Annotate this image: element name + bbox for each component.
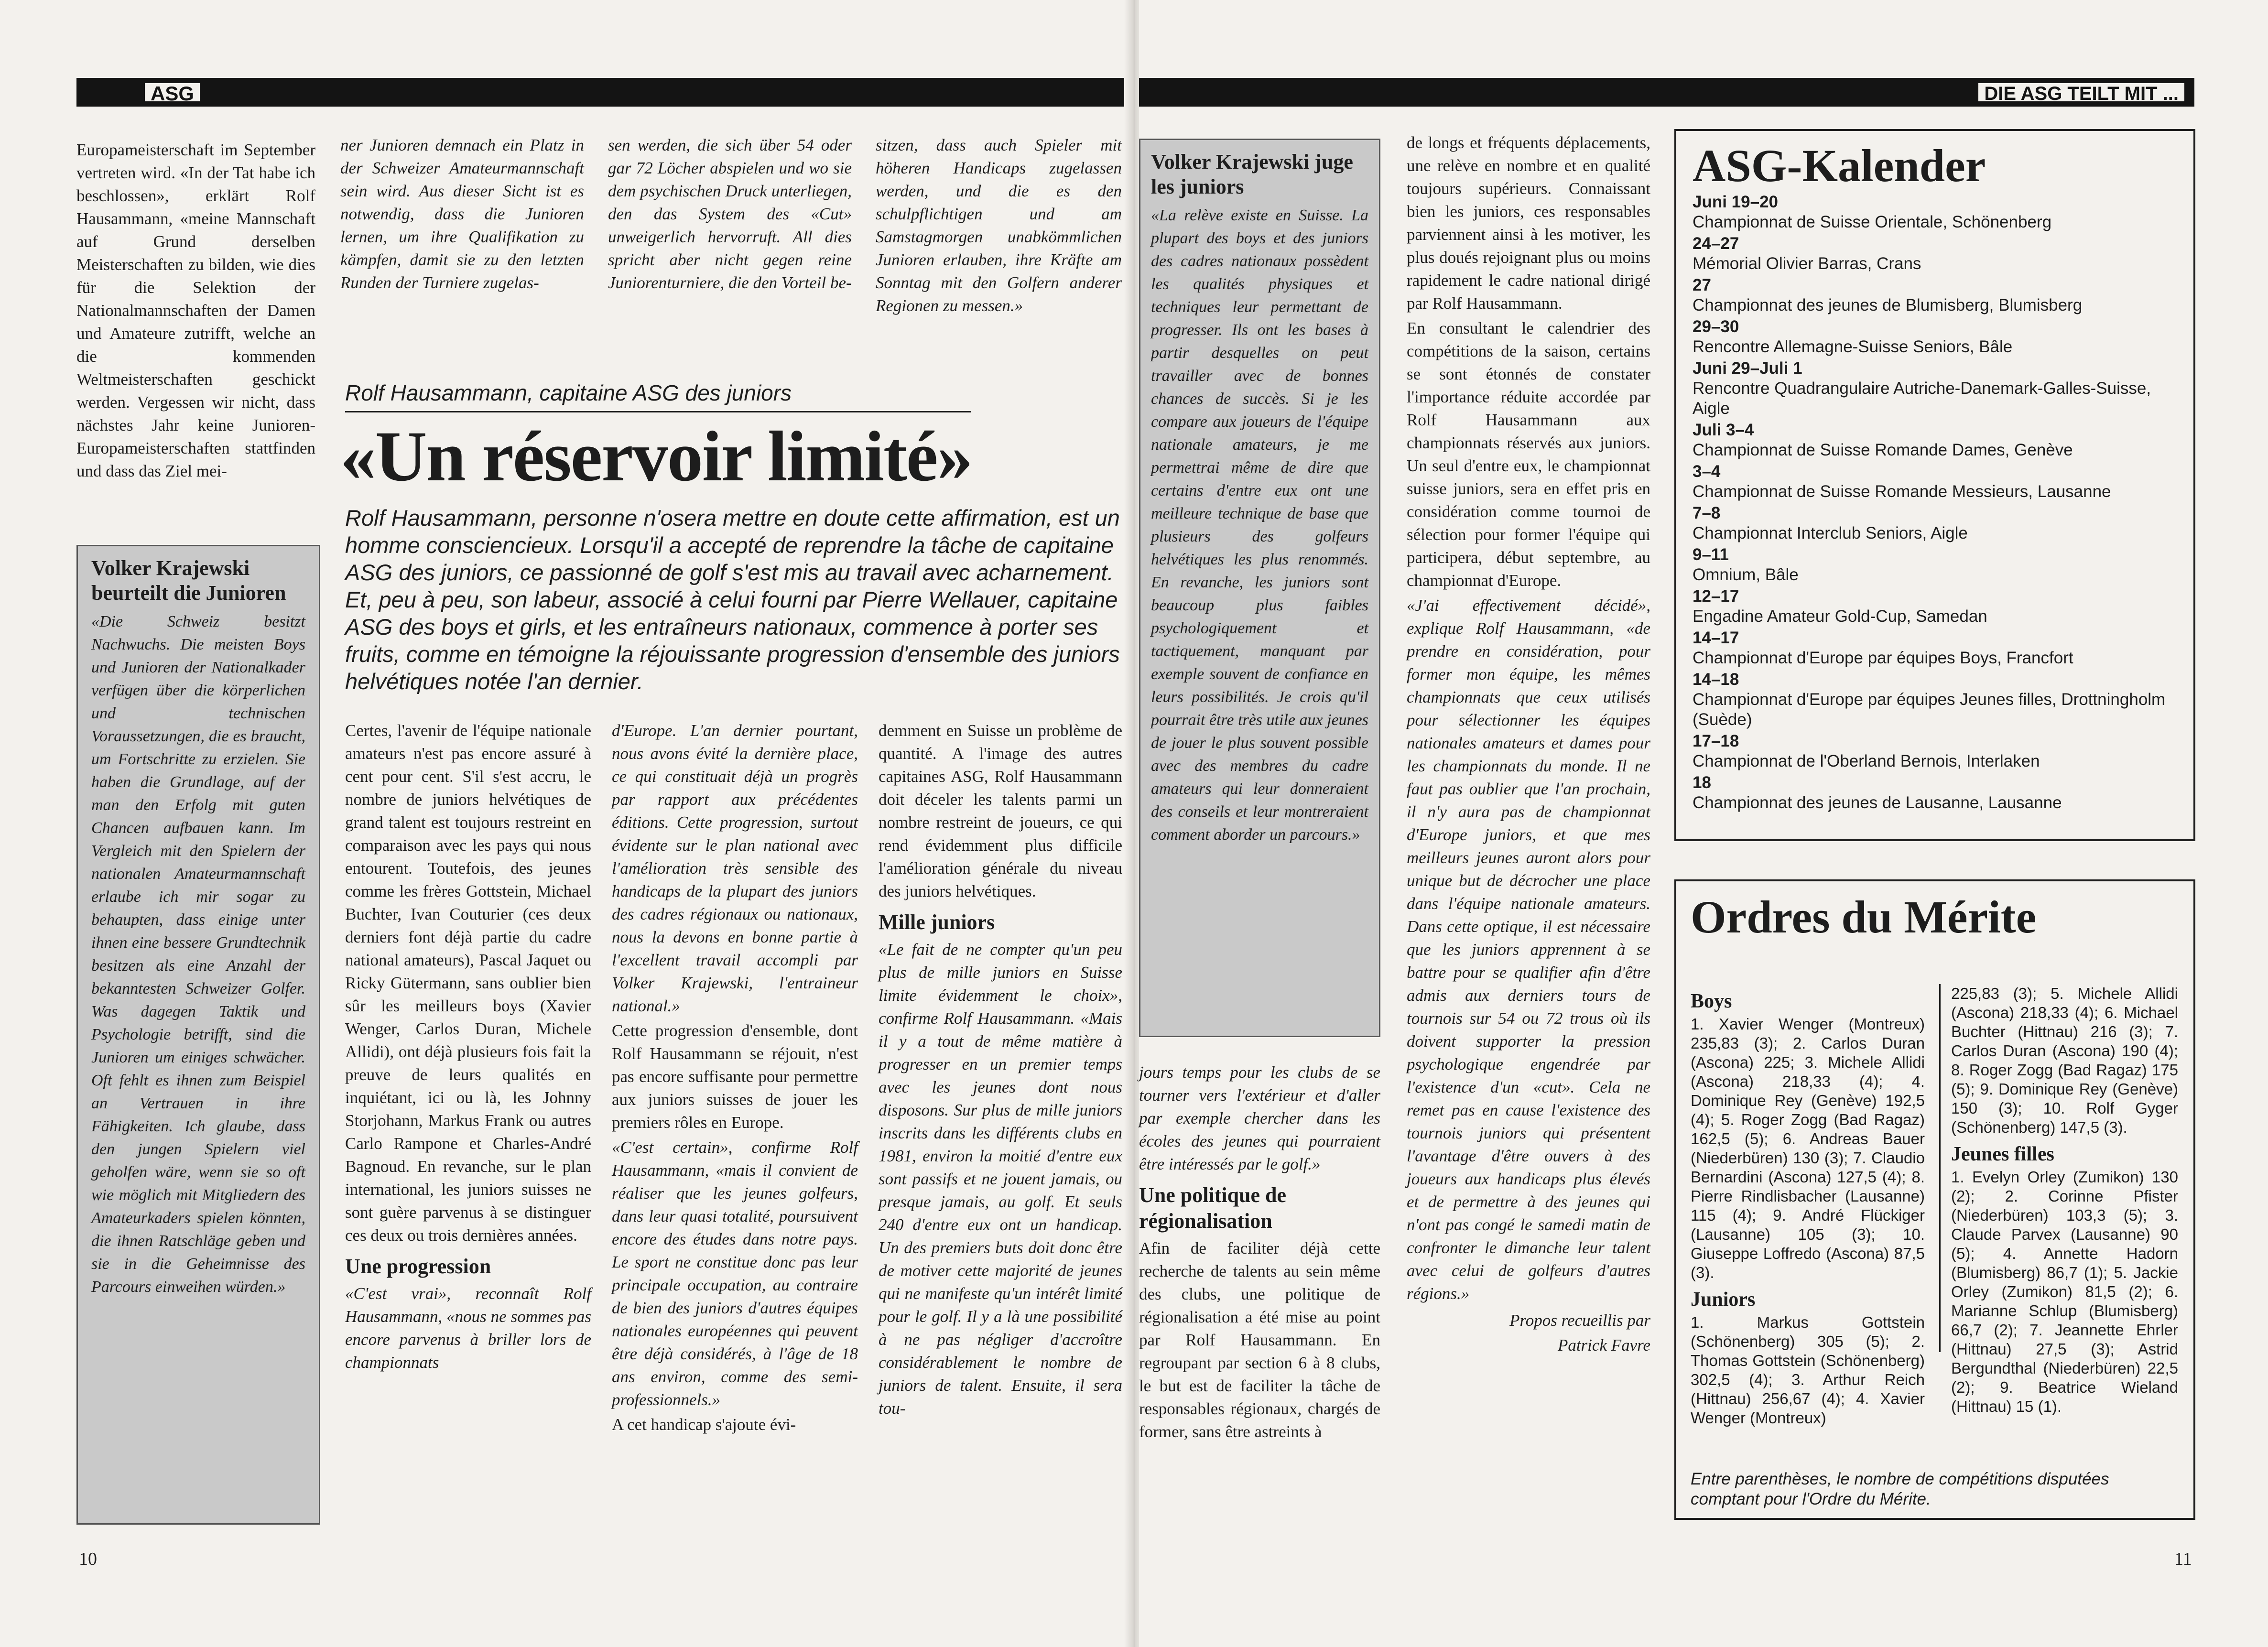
page-number-left: 10 xyxy=(79,1549,97,1569)
left-header-bar xyxy=(76,78,1124,107)
calendar-event: Championnat Interclub Seniors, Aigle xyxy=(1693,524,1968,542)
calendar-date: Juni 19–20 xyxy=(1693,193,1778,211)
subhead-regionalisation: Une politique de régionalisation xyxy=(1139,1183,1287,1233)
french-col-5: de longs et fréquents déplacements, une relève en nombre et en qualité toujours supérieurs. Connaissant bien les juniors, ces responsables parviennent ainsi à les motiver, les plus doués rejoignant plus ou moins rapidement le cadre national dirigé par Rolf Hausammann. En consultant le calendrier des compétitions de la saison, certains se sont étonnés de constater l'importance réduite accordée par Rolf Hausammann aux championnats réservés aux juniors. Un seul d'entre eux, le championnat suisse juniors, sera en effet pris en considération comme tournoi de sélection pour former l'équipe qui participera, début septembre, au championnat d'Europe. «J'ai effectivement décidé», explique Rolf Hausammann, «de prendre en considération, pour former mon équipe, les mêmes championnats que ceux utilisés pour sélectionner les équipes nationales amateurs et dames pour les championnats du monde. Il ne faut pas oublier que l'an prochain, il n'y aura pas de championnat d'Europe juniors, et que mes meilleurs jeunes auront alors pour unique but de décrocher une place dans l'équipe nationale amateurs. Dans cette optique, il est nécessaire que les juniors apprennent à se battre pour se qualifier afin d'être admis aux derniers tours de tournois sur 54 ou 72 trous où ils doivent supporter la pression psychologique engendrée par l'existence d'un «cut». Cela ne remet pas en cause l'existence des tournois juniors qui présentent l'avantage d'être ouvers à des joueurs aux handicaps plus élevés et de permettre à des jeunes qui n'ont pas congé le samedi matin de confronter le dimanche leur talent avec celui de golfeurs d'autres régions.» Propos recueillis par Patrick Favre xyxy=(1407,131,1650,1359)
calendar-date: 9–11 xyxy=(1693,545,1729,564)
calendar-event: Rencontre Allemagne-Suisse Seniors, Bâle xyxy=(1693,337,2013,356)
asg-logo: ASG xyxy=(143,82,201,103)
calendar-date: 12–17 xyxy=(1693,587,1739,606)
calendar-event: Championnat d'Europe par équipes Jeunes filles, Drottningholm (Suède) xyxy=(1693,690,2166,729)
calendar-event: Omnium, Bâle xyxy=(1693,565,1799,584)
french-col-2: d'Europe. L'an dernier pourtant, nous avons évité la dernière place, ce qui constituait déjà un progrès par rapport aux précédentes éditions. Cette progression, surtout évidente sur le plan national avec l'amélioration très sensible des handicaps de la plupart des juniors des cadres régionaux ou nationaux, nous la devons en bonne partie à l'excellent travail accompli par Volker Krajewski, l'entraineur national.» Cette progression d'ensemble, dont Rolf Hausammann se réjouit, n'est pas encore suffisante pour permettre aux juniors suisses de jouer les premiers rôles en Europe. «C'est certain», confirme Rolf Hausammann, «mais il convient de réaliser que les jeunes golfeurs, dans leur quasi totalité, poursuivent encore des études dans notre pays. Le sport ne constitue donc pas leur principale occupation, au contraire de bien des juniors d'autres équipes nationales européennes qui peuvent être déjà considérés, à l'âge de 18 ans environ, comme des semi-professionnels.» A cet handicap s'ajoute évi- xyxy=(612,721,858,1434)
byline-1: Propos recueillis par xyxy=(1509,1311,1650,1330)
calendar-date: 7–8 xyxy=(1693,504,1721,522)
left-page xyxy=(0,0,1129,1647)
right-page xyxy=(1139,0,2268,1647)
calendar-date: 14–18 xyxy=(1693,670,1739,689)
sidebar-fr-box xyxy=(1139,139,1380,1037)
kicker-rule xyxy=(345,411,971,412)
section-label: DIE ASG TEILT MIT ... xyxy=(1977,82,2186,103)
sidebar-de-title: Volker Krajewski beurteilt die Junioren xyxy=(91,556,286,605)
calendar-event: Championnat de Suisse Romande Dames, Genève xyxy=(1693,441,2073,459)
german-col-1: Europameisterschaft im September vertreten wird. «In der Tat habe ich beschlossen», erklärt Rolf Hausammann, «meine Mannschaft auf Grund derselben Meisterschaften zu bilden, wie dies für die Selektion der Nationalmannschaften der Damen und Amateure zutrifft, welche an die kommenden Weltmeisterschaften geschickt werden. Vergessen wir nicht, dass nächstes Jahr keine Junioren-Europameisterschaften stattfinden und dass das Ziel mei- xyxy=(76,141,315,480)
calendar-date: 14–17 xyxy=(1693,628,1739,647)
calendar-event: Championnat des jeunes de Blumisberg, Blumisberg xyxy=(1693,296,2083,314)
calendar-event: Championnat de Suisse Orientale, Schönenberg xyxy=(1693,213,2052,231)
french-col-3: demment en Suisse un problème de quantité. A l'image des autres capitaines ASG, Rolf Hausammann doit déceler les talents parmi un nombre restreint de joueurs, ce qui rend évidemment plus difficile l'amélioration générale du niveau des juniors helvétiques. Mille juniors «Le fait de ne compter qu'un peu plus de mille juniors en Suisse limite évidemment le choix», confirme Rolf Hausammann. «Mais il y a tout de même matière à progresser en un premier temps avec les jeunes dont nous disposons. Sur plus de mille juniors inscrits dans les différents clubs en 1981, environ la moitié d'entre eux sont passifs et ne jouent jamais, ou presque jamais, au golf. Et seuls 240 d'entre eux ont un handicap. Un des premiers buts doit donc être de motiver cette majorité de jeunes qui ne manifeste qu'un intérêt limité pour le golf. Il y a là une possibilité à ne pas négliger d'accroître considérablement le nombre de juniors de talent. Ensuite, il sera tou- xyxy=(879,721,1122,1418)
german-col-2: ner Junioren demnach ein Platz in der Schweizer Amateurmannschaft sein wird. Aus dieser Sicht ist es notwendig, dass die Junioren lernen, um ihre Qualifikation zu kämpfen, damit sie zu den letzten Runden der Turniere zugelas- xyxy=(340,136,584,292)
french-col-1: Certes, l'avenir de l'équipe nationale amateurs n'est pas encore assuré à cent pour cent. S'il s'est accru, le nombre de juniors helvétiques de grand talent est toujours restreint en comparaison avec les pays qui nous entourent. Toutefois, des jeunes comme les frères Gottstein, Michael Buchter, Ivan Couturier (ces deux derniers font déjà partie du cadre national amateurs), Pascal Jaquet ou Ricky Gütermann, sans oublier bien sûr les meilleurs boys (Xavier Wenger, Carlos Duran, Michele Allidi), ont déjà plusieurs fois fait la preuve de leurs qualités en inquiétant, ici ou là, les Johnny Storjohann, Markus Frank ou autres Carlo Rampone et Charles-André Bagnoud. En revanche, sur le plan international, les juniors suisses ne sont guère parvenus à se distinguer ces deux ou trois dernières années. Une progression «C'est vrai», reconnaît Rolf Hausammann, «nous ne sommes pas encore parvenus à briller lors de championnats xyxy=(345,721,591,1372)
page-number-right: 11 xyxy=(2174,1549,2192,1569)
merit-boys-heading: Boys xyxy=(1691,990,1732,1012)
calendar-date: Juni 29–Juli 1 xyxy=(1693,359,1802,378)
sidebar-fr-title: Volker Krajewski juge les juniors xyxy=(1151,150,1353,198)
article-headline: «Un réservoir limité» xyxy=(340,417,972,496)
subhead-mille-juniors: Mille juniors xyxy=(879,910,995,934)
merit-title: Ordres du Mérite xyxy=(1691,891,2037,943)
merit-girls-list: 1. Evelyn Orley (Zumikon) 130 (2); 2. Corinne Pfister (Niederbüren) 103,3 (5); 3. Claude Parvex (Lausanne) 90 (5); 4. Annette Hadorn (Blumisberg) 86,7 (1); 5. Jackie Orley (Zumikon) 81,5 (2); 6. Marianne Schlup (Blumisberg) 66,7 (2); 7. Jeannette Ehrler (Hittnau) 27,5 (3); Astrid Bergundthal (Niederbüren) 22,5 (2); 9. Beatrice Wieland (Hittnau) 15 (1). xyxy=(1951,1168,2178,1415)
calendar-date: Juli 3–4 xyxy=(1693,421,1754,439)
merit-juniors-list: 1. Markus Gottstein (Schönenberg) 305 (5); 2. Thomas Gottstein (Schönenberg) 302,5 (4); 3. Arthur Reich (Hittnau) 256,67 (4); 4. Xavier Wenger (Montreux) xyxy=(1691,1313,1925,1427)
calendar-event: Championnat des jeunes de Lausanne, Lausanne xyxy=(1693,793,2062,812)
calendar-box xyxy=(1674,129,2195,841)
german-col-3: sen werden, die sich über 54 oder gar 72 Löcher abspielen und wo sie dem psychischen Druck unterliegen, den das System des «Cut» unweigerlich hervorruft. All dies spricht aber nicht gegen reine Juniorenturniere, die den Vorteil be- xyxy=(608,136,852,292)
merit-col-right xyxy=(1939,984,2178,1415)
sidebar-de-box xyxy=(76,545,320,1525)
byline-2: Patrick Favre xyxy=(1557,1336,1650,1354)
sidebar-fr-text: «La relève existe en Suisse. La plupart des boys et des juniors des cadres nationaux possèdent les qualités physiques et techniques leur permettant de progresser. Ils ont les bases à partir desquelles on peut travailler avec de bonnes chances de succès. Si je les compare aux joueurs de l'équipe nationale amateurs, je me permettrai même de dire que certains d'entre eux ont une meilleure technique de base que plusieurs des golfeurs helvétiques les plus renommés. En revanche, les juniors sont beaucoup plus faibles psychologiquement et tactiquement, manquant par exemple souvent de confiance en leurs possibilités. Je crois qu'il pourrait être très utile aux jeunes de jouer le plus souvent possible avec des membres du cadre amateurs qui leur donneraient des conseils et leur montreraient comment aborder un parcours.» xyxy=(1151,206,1368,844)
article-lead: Rolf Hausammann, personne n'osera mettre en doute cette affirmation, est un homme consciencieux. Lorsqu'il a accepté de reprendre la tâche de capitaine ASG des juniors, ce passionné de golf s'est mis au travail avec acharnement. Et, peu à peu, son labeur, associé à celui fourni par Pierre Wellauer, capitaine ASG des boys et girls, et les entraîneurs nationaux, commence à porter ses fruits, comme en témoigne la réjouissante progression d'ensemble des juniors helvétiques notée l'an dernier. xyxy=(345,505,1120,694)
article-kicker: Rolf Hausammann, capitaine ASG des juniors xyxy=(345,380,792,405)
calendar-event: Mémorial Olivier Barras, Crans xyxy=(1693,254,1921,273)
calendar-event: Championnat d'Europe par équipes Boys, Francfort xyxy=(1693,649,2073,667)
merit-footnote: Entre parenthèses, le nombre de compétitions disputées comptant pour l'Ordre du Mérite. xyxy=(1691,1470,2109,1508)
calendar-event: Championnat de Suisse Romande Messieurs, Lausanne xyxy=(1693,482,2111,501)
french-col-4: jours temps pour les clubs de se tourner vers l'extérieur et d'aller par exemple chercher dans les écoles des jeunes qui pourraient être intéressés par le golf.» Une politique de régionalisation Afin de faciliter déjà cette recherche de talents au sein même des clubs, une politique de régionalisation a été mise au point par Rolf Hausammann. En regroupant par section 6 à 8 clubs, le but est de faciliter la tâche de responsables régionaux, chargés de former, sans être astreints à xyxy=(1139,1063,1380,1441)
merit-juniors-continued: 225,83 (3); 5. Michele Allidi (Ascona) 218,33 (4); 6. Michael Buchter (Hittnau) 216 (3); 7. Carlos Duran (Ascona) 190 (4); 8. Roger Zogg (Bad Ragaz) 175 (5); 9. Dominique Rey (Genève) 150 (3); 10. Rolf Gyger (Schönenberg) 147,5 (3). xyxy=(1951,985,2178,1136)
calendar-date: 17–18 xyxy=(1693,732,1739,750)
subhead-progression: Une progression xyxy=(345,1255,491,1278)
merit-juniors-heading: Juniors xyxy=(1691,1289,1756,1311)
calendar-date: 3–4 xyxy=(1693,462,1721,481)
merit-girls-heading: Jeunes filles xyxy=(1951,1143,2054,1165)
right-header-bar xyxy=(1139,78,2194,107)
calendar-event: Rencontre Quadrangulaire Autriche-Danemark-Galles-Suisse, Aigle xyxy=(1693,379,2151,418)
merit-box xyxy=(1674,879,2195,1520)
calendar-event: Engadine Amateur Gold-Cup, Samedan xyxy=(1693,607,1987,626)
merit-col-left xyxy=(1691,984,1925,1428)
calendar-date: 29–30 xyxy=(1693,317,1739,336)
calendar-title: ASG-Kalender xyxy=(1693,140,1986,191)
calendar-date: 27 xyxy=(1693,276,1711,294)
calendar-event: Championnat de l'Oberland Bernois, Interlaken xyxy=(1693,752,2040,770)
merit-boys-list: 1. Xavier Wenger (Montreux) 235,83 (3); 2. Carlos Duran (Ascona) 225; 3. Michele Allidi (Ascona) 218,33 (4); 4. Dominique Rey (Genève) 192,5 (4); 5. Roger Zogg (Bad Ragaz) 162,5 (5); 6. Andreas Bauer (Niederbüren) 130 (3); 7. Claudio Bernardini (Ascona) 127,5 (4); 8. Pierre Rindlisbacher (Lausanne) 115 (4); 9. André Flückiger (Lausanne) 105 (3); 10. Giuseppe Loffredo (Ascona) 87,5 (3). xyxy=(1691,1015,1925,1281)
calendar-date: 24–27 xyxy=(1693,234,1739,253)
calendar-date: 18 xyxy=(1693,773,1711,792)
sidebar-de-text: «Die Schweiz besitzt Nachwuchs. Die meisten Boys und Junioren der Nationalkader verfügen über die körperlichen und technischen Voraussetzungen, die es braucht, um Fortschritte zu erzielen. Sie haben die Grundlage, auf der man den Erfolg mit guten Chancen aufbauen kann. Im Vergleich mit den Spielern der nationalen Amateurmannschaft erlaube ich mir sogar zu behaupten, dass einige unter ihnen eine bessere Grundtechnik besitzen als eine Anzahl der bekanntesten Schweizer Golfer. Was dagegen Taktik und Psychologie betrifft, sind die Junioren um einiges schwächer. Oft fehlt es ihnen zum Beispiel an Vertrauen in ihre Fähigkeiten. Ich glaube, dass den jungen Spielern viel geholfen wäre, wenn sie so oft wie möglich mit Mitgliedern des Amateurkaders spielen könnten, die ihnen Ratschläge geben und sie in die Geheimnisse des Parcours einweihen würden.» xyxy=(91,613,305,1296)
german-col-4: sitzen, dass auch Spieler mit höheren Handicaps zugelassen werden, und die es den schulpflichtigen und am Samstagmorgen unabkömmlichen Junioren erlauben, ihre Kräfte am Sonntag mit den Golfern anderer Regionen zu messen.» xyxy=(876,136,1122,315)
calendar-list xyxy=(1693,192,2177,813)
